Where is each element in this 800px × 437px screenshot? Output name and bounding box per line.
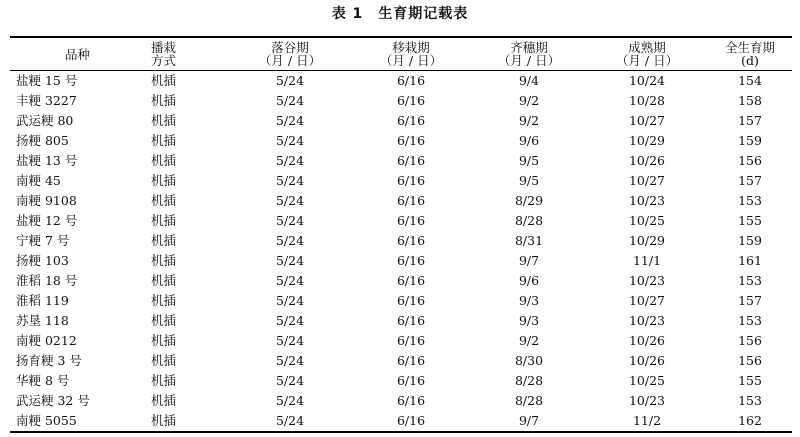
cell-transplant-date: 6/16 (396, 153, 426, 168)
cell-sowing-date: 5/24 (275, 393, 305, 408)
cell-transplant-date: 6/16 (396, 273, 426, 288)
cell-heading-date: 9/7 (518, 253, 540, 268)
cell-sowing-date: 5/24 (275, 273, 305, 288)
cell-heading-date: 8/28 (514, 373, 544, 388)
cell-method: 机插 (151, 293, 177, 308)
cell-maturity-date: 10/23 (628, 313, 666, 328)
cell-maturity-date: 10/27 (628, 113, 666, 128)
cell-method: 机插 (151, 333, 177, 348)
cell-transplant-date: 6/16 (396, 373, 426, 388)
cell-heading-date: 8/31 (514, 233, 544, 248)
growth-period-table (10, 36, 792, 433)
cell-growth-duration: 161 (738, 253, 762, 268)
cell-sowing-date: 5/24 (275, 233, 305, 248)
header-sowing: 落谷期 （月 / 日） (258, 40, 322, 68)
cell-variety: 盐粳 15 号 (16, 73, 78, 88)
table-body (10, 71, 792, 433)
cell-growth-duration: 154 (738, 73, 762, 88)
cell-heading-date: 8/28 (514, 393, 544, 408)
cell-growth-duration: 157 (738, 293, 762, 308)
cell-growth-duration: 162 (738, 413, 762, 428)
cell-transplant-date: 6/16 (396, 93, 426, 108)
table-row (10, 151, 792, 171)
cell-method: 机插 (151, 413, 177, 428)
cell-method: 机插 (151, 153, 177, 168)
cell-heading-date: 9/7 (518, 413, 540, 428)
cell-heading-date: 9/5 (518, 153, 540, 168)
cell-sowing-date: 5/24 (275, 313, 305, 328)
cell-sowing-date: 5/24 (275, 333, 305, 348)
header-duration: 全生育期 (d) (724, 40, 775, 68)
header-method: 播栽 方式 (151, 40, 177, 68)
cell-sowing-date: 5/24 (275, 353, 305, 368)
cell-transplant-date: 6/16 (396, 253, 426, 268)
cell-method: 机插 (151, 393, 177, 408)
cell-variety: 扬粳 805 (16, 133, 69, 148)
cell-heading-date: 9/6 (518, 273, 540, 288)
cell-heading-date: 8/29 (514, 193, 544, 208)
cell-growth-duration: 153 (738, 193, 762, 208)
table-row (10, 71, 792, 92)
cell-variety: 盐粳 13 号 (16, 153, 78, 168)
cell-variety: 丰粳 3227 (16, 93, 77, 108)
cell-transplant-date: 6/16 (396, 393, 426, 408)
cell-maturity-date: 10/26 (628, 353, 666, 368)
cell-growth-duration: 159 (738, 133, 762, 148)
table-row (10, 191, 792, 211)
cell-maturity-date: 10/23 (628, 193, 666, 208)
cell-method: 机插 (151, 173, 177, 188)
cell-maturity-date: 11/1 (632, 253, 662, 268)
cell-method: 机插 (151, 273, 177, 288)
cell-method: 机插 (151, 313, 177, 328)
cell-heading-date: 9/2 (518, 93, 540, 108)
cell-transplant-date: 6/16 (396, 173, 426, 188)
cell-method: 机插 (151, 213, 177, 228)
cell-maturity-date: 10/23 (628, 393, 666, 408)
header-transplant: 移栽期 （月 / 日） (379, 40, 443, 68)
cell-variety: 苏垦 118 (16, 313, 69, 328)
header-maturity: 成熟期 （月 / 日） (615, 40, 679, 68)
table-row (10, 91, 792, 111)
cell-variety: 淮稻 18 号 (16, 273, 78, 288)
cell-transplant-date: 6/16 (396, 213, 426, 228)
cell-sowing-date: 5/24 (275, 193, 305, 208)
cell-maturity-date: 10/26 (628, 153, 666, 168)
table-row (10, 271, 792, 291)
cell-maturity-date: 10/25 (628, 213, 666, 228)
cell-sowing-date: 5/24 (275, 253, 305, 268)
cell-transplant-date: 6/16 (396, 113, 426, 128)
cell-growth-duration: 157 (738, 173, 762, 188)
cell-maturity-date: 11/2 (632, 413, 662, 428)
cell-maturity-date: 10/27 (628, 173, 666, 188)
table-row (10, 351, 792, 371)
cell-variety: 南粳 45 (16, 173, 61, 188)
cell-variety: 扬粳 103 (16, 253, 69, 268)
cell-sowing-date: 5/24 (275, 173, 305, 188)
cell-variety: 华粳 8 号 (16, 373, 70, 388)
cell-heading-date: 9/5 (518, 173, 540, 188)
cell-heading-date: 9/2 (518, 113, 540, 128)
cell-growth-duration: 156 (738, 353, 762, 368)
cell-method: 机插 (151, 353, 177, 368)
cell-sowing-date: 5/24 (275, 93, 305, 108)
cell-heading-date: 8/30 (514, 353, 544, 368)
cell-sowing-date: 5/24 (275, 413, 305, 428)
cell-method: 机插 (151, 93, 177, 108)
table-header-row (10, 37, 792, 71)
table-row (10, 131, 792, 151)
cell-variety: 盐粳 12 号 (16, 213, 78, 228)
cell-transplant-date: 6/16 (396, 313, 426, 328)
cell-method: 机插 (151, 193, 177, 208)
header-heading: 齐穗期 （月 / 日） (497, 40, 561, 68)
cell-heading-date: 9/2 (518, 333, 540, 348)
cell-variety: 南粳 9108 (16, 193, 77, 208)
cell-method: 机插 (151, 113, 177, 128)
cell-sowing-date: 5/24 (275, 373, 305, 388)
cell-maturity-date: 10/23 (628, 273, 666, 288)
cell-variety: 武运粳 80 (16, 113, 74, 128)
cell-heading-date: 9/3 (518, 313, 540, 328)
cell-method: 机插 (151, 133, 177, 148)
cell-growth-duration: 153 (738, 393, 762, 408)
cell-transplant-date: 6/16 (396, 413, 426, 428)
cell-growth-duration: 159 (738, 233, 762, 248)
table-row (10, 111, 792, 131)
table-row (10, 311, 792, 331)
cell-heading-date: 9/3 (518, 293, 540, 308)
cell-variety: 宁粳 7 号 (16, 233, 70, 248)
cell-maturity-date: 10/25 (628, 373, 666, 388)
cell-method: 机插 (151, 253, 177, 268)
table-row (10, 231, 792, 251)
cell-growth-duration: 156 (738, 153, 762, 168)
cell-sowing-date: 5/24 (275, 73, 305, 88)
cell-variety: 淮稻 119 (16, 293, 69, 308)
cell-transplant-date: 6/16 (396, 353, 426, 368)
cell-maturity-date: 10/28 (628, 93, 666, 108)
cell-growth-duration: 153 (738, 273, 762, 288)
cell-method: 机插 (151, 73, 177, 88)
header-variety: 品种 (64, 46, 90, 62)
cell-variety: 南粳 5055 (16, 413, 77, 428)
cell-transplant-date: 6/16 (396, 293, 426, 308)
cell-maturity-date: 10/26 (628, 333, 666, 348)
table-row (10, 171, 792, 191)
table-row (10, 371, 792, 391)
cell-maturity-date: 10/29 (628, 133, 666, 148)
table-row (10, 391, 792, 411)
cell-sowing-date: 5/24 (275, 153, 305, 168)
cell-growth-duration: 155 (738, 213, 762, 228)
cell-transplant-date: 6/16 (396, 133, 426, 148)
cell-method: 机插 (151, 233, 177, 248)
cell-growth-duration: 153 (738, 313, 762, 328)
cell-sowing-date: 5/24 (275, 113, 305, 128)
cell-heading-date: 8/28 (514, 213, 544, 228)
table-row (10, 211, 792, 231)
cell-variety: 扬育粳 3 号 (16, 353, 82, 368)
cell-growth-duration: 157 (738, 113, 762, 128)
cell-sowing-date: 5/24 (275, 213, 305, 228)
cell-method: 机插 (151, 373, 177, 388)
cell-variety: 南粳 0212 (16, 333, 77, 348)
cell-maturity-date: 10/27 (628, 293, 666, 308)
cell-maturity-date: 10/24 (628, 73, 666, 88)
cell-heading-date: 9/4 (518, 73, 540, 88)
table-row (10, 291, 792, 311)
cell-variety: 武运粳 32 号 (16, 393, 90, 408)
cell-maturity-date: 10/29 (628, 233, 666, 248)
cell-heading-date: 9/6 (518, 133, 540, 148)
cell-growth-duration: 155 (738, 373, 762, 388)
cell-transplant-date: 6/16 (396, 233, 426, 248)
table-row (10, 331, 792, 351)
cell-growth-duration: 156 (738, 333, 762, 348)
cell-transplant-date: 6/16 (396, 333, 426, 348)
cell-sowing-date: 5/24 (275, 293, 305, 308)
table-row (10, 251, 792, 271)
cell-transplant-date: 6/16 (396, 73, 426, 88)
cell-growth-duration: 158 (738, 93, 762, 108)
cell-sowing-date: 5/24 (275, 133, 305, 148)
table-title: 表 1 生育期记载表 (331, 6, 469, 22)
table-row (10, 411, 792, 432)
cell-transplant-date: 6/16 (396, 193, 426, 208)
